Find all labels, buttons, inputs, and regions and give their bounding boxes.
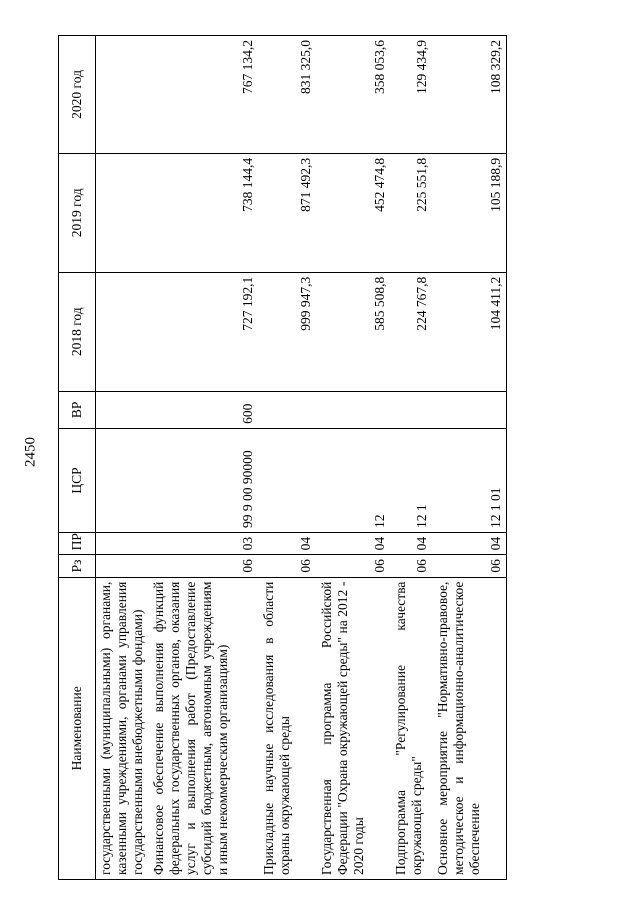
table-row (317, 36, 391, 880)
row-rz: 06 (317, 555, 391, 577)
header-name: Наименование (59, 577, 96, 879)
budget-table (58, 35, 507, 880)
row-name: Государственная программа Российской Федерации "Охрана окружающей среды" на 2012 - 2020 годы (318, 581, 366, 875)
page-number (18, 430, 44, 474)
row-csr: 12 1 (391, 428, 433, 532)
table-row (433, 36, 507, 880)
header-2019: 2019 год (59, 153, 96, 272)
page-number-text: 2450 (22, 437, 39, 467)
row-pr: 03 (149, 533, 259, 555)
row-value-2020: 831 325,0 (259, 36, 317, 154)
row-value-2019: 225 551,8 (391, 153, 433, 272)
row-name: Финансовое обеспечение выполнения функций федеральных государственных органов, оказания услуг и выполнения работ (Предоставление субсидий бюджетным, автономным учреждениям и иным некоммерческим организациям) (150, 581, 231, 875)
header-2018: 2018 год (59, 272, 96, 391)
row-pr: 04 (317, 533, 391, 555)
row-name-cell (96, 577, 149, 879)
row-rz: 06 (149, 555, 259, 577)
row-value-2020: 108 329,2 (433, 36, 507, 154)
header-pr: ПР (59, 533, 96, 555)
row-pr: 04 (433, 533, 507, 555)
row-value-2019: 871 492,3 (259, 153, 317, 272)
row-value-2019: 738 144,4 (149, 153, 259, 272)
row-pr (96, 533, 149, 555)
table-row (259, 36, 317, 880)
header-csr: ЦСР (59, 428, 96, 532)
row-name: Подпрограмма "Регулирование качества окружающей среды" (392, 581, 424, 875)
row-value-2018: 727 192,1 (149, 272, 259, 391)
row-value-2018: 585 508,8 (317, 272, 391, 391)
row-csr: 12 (317, 428, 391, 532)
row-rz: 06 (259, 555, 317, 577)
row-name-cell (433, 577, 507, 879)
row-name: государственными (муниципальными) органами, казенными учреждениями, органами управления государственными внебюджетными фондами) (98, 581, 146, 875)
row-name-cell (259, 577, 317, 879)
row-value-2020: 129 434,9 (391, 36, 433, 154)
row-rz: 06 (433, 555, 507, 577)
header-rz: Рз (59, 555, 96, 577)
table-row (96, 36, 149, 880)
header-vr: ВР (59, 391, 96, 428)
row-name: Прикладные научные исследования в области охраны окружающей среды (260, 581, 292, 875)
row-csr (259, 428, 317, 532)
table-row (149, 36, 259, 880)
row-pr: 04 (391, 533, 433, 555)
row-name-cell (149, 577, 259, 879)
row-vr (391, 391, 433, 428)
row-vr (96, 391, 149, 428)
row-rz (96, 555, 149, 577)
row-name-cell (391, 577, 433, 879)
row-vr: 600 (149, 391, 259, 428)
budget-table-container (58, 35, 590, 880)
row-pr: 04 (259, 533, 317, 555)
row-value-2020: 358 053,6 (317, 36, 391, 154)
row-value-2018: 999 947,3 (259, 272, 317, 391)
row-csr: 99 9 00 90000 (149, 428, 259, 532)
row-value-2018: 224 767,8 (391, 272, 433, 391)
row-value-2019: 452 474,8 (317, 153, 391, 272)
table-header-row (59, 36, 96, 880)
row-csr (96, 428, 149, 532)
row-name-cell (317, 577, 391, 879)
row-value-2020: 767 134,2 (149, 36, 259, 154)
row-value-2019 (96, 153, 149, 272)
row-vr (259, 391, 317, 428)
row-value-2018 (96, 272, 149, 391)
row-vr (317, 391, 391, 428)
row-name: Основное мероприятие "Нормативно-правовое, методическое и информационно-аналитическое обеспечение (434, 581, 482, 875)
header-2020: 2020 год (59, 36, 96, 154)
row-value-2019: 105 188,9 (433, 153, 507, 272)
row-rz: 06 (391, 555, 433, 577)
row-vr (433, 391, 507, 428)
row-csr: 12 1 01 (433, 428, 507, 532)
row-value-2020 (96, 36, 149, 154)
row-value-2018: 104 411,2 (433, 272, 507, 391)
table-row (391, 36, 433, 880)
